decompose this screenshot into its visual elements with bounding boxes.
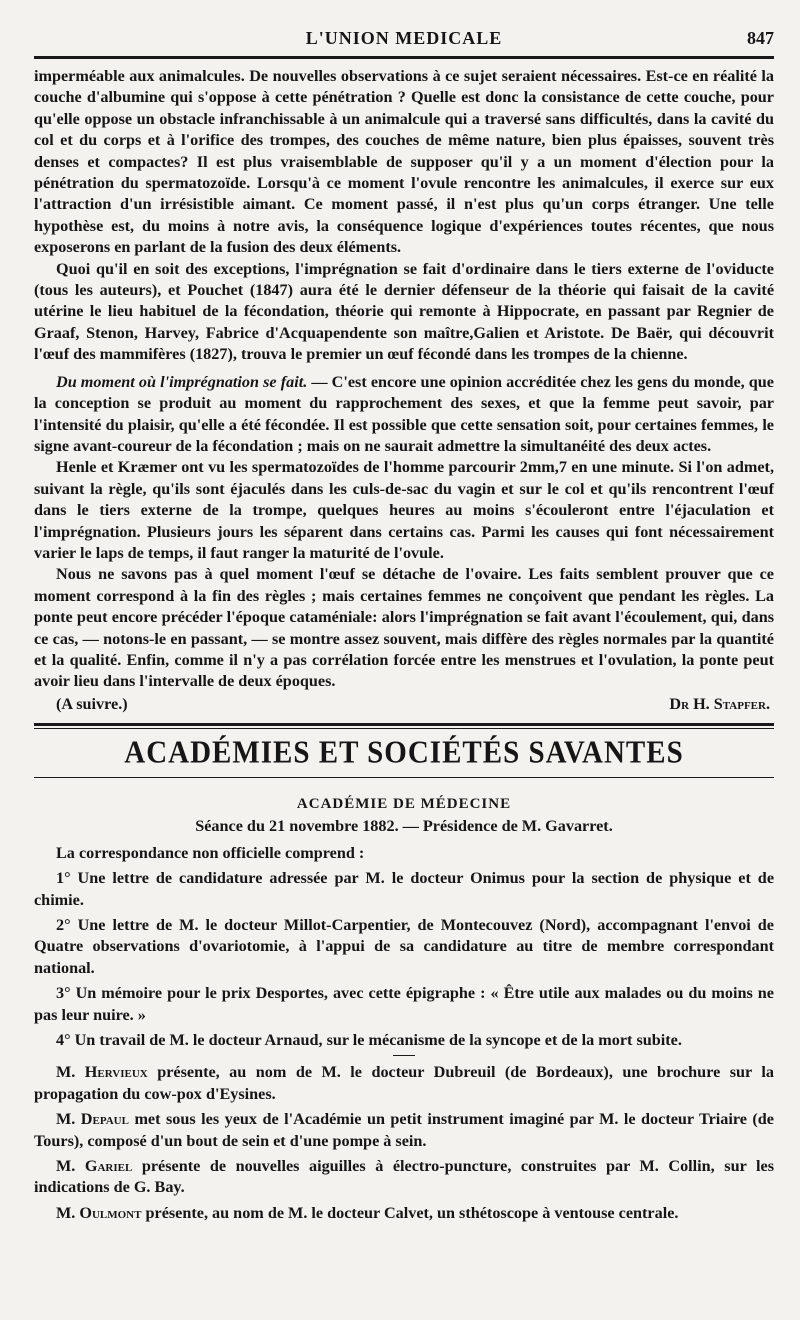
- page-number: 847: [747, 28, 774, 48]
- to-be-continued: (A suivre.): [56, 694, 128, 713]
- subheading-italic: Du moment où l'imprégnation se fait.: [56, 372, 308, 391]
- correspondence-item-3: 3° Un mémoire pour le prix Desportes, avec cette épigraphe : « Être utile aux malades ou du moins ne pas leur nuire. »: [34, 984, 774, 1024]
- article-paragraph-2: Quoi qu'il en soit des exceptions, l'imprégnation se fait d'ordinaire dans le tiers externe de l'oviducte (tous les auteurs), et Pouchet (1847) aura été le dernier défenseur de la théorie qui faisait de la cavité utérine le lieu habituel de la fécondation, théorie qui remonte à Hippocrate, en passant par Regnier de Graaf, Stenon, Harvey, Fabrice d'Acquapendente son maître,Galien et Aristote. De Baër, qui découvrit l'œuf des mammifères (1827), trouva le premier un œuf fécondé dans les trompes de la chienne.: [34, 259, 774, 364]
- section-title: ACADÉMIES ET SOCIÉTÉS SAVANTES: [124, 735, 684, 771]
- page-body: [34, 66, 774, 1224]
- note-text: présente, au nom de M. le docteur Dubreuil (de Bordeaux), une brochure sur la propagation du cow-pox d'Eysines.: [34, 1063, 775, 1103]
- journal-title: L'UNION MEDICALE: [305, 28, 503, 48]
- article-paragraph-4: Henle et Kræmer ont vu les spermatozoïdes de l'homme parcourir 2mm,7 en une minute. Si l'on admet, suivant la règle, qu'ils sont éjaculés dans les culs-de-sac du vagin et sur le col et qu'ils rencontrent l'œuf dans le tiers externe de la trompe, quelques heures au moins s'écouleront entre l'éjaculation et l'imprégnation. Plusieurs jours les séparent dans certains cas. Parmi les causes qui font nécessairement varier le laps de temps, il faut ranger la maturité de l'ovule.: [34, 458, 774, 562]
- note-name: M. Oulmont: [56, 1203, 142, 1222]
- note-name: M. Depaul: [56, 1110, 129, 1129]
- running-header: [34, 26, 774, 59]
- note-hervieux: [34, 1062, 774, 1105]
- note-gariel: [34, 1156, 774, 1199]
- note-depaul: [34, 1109, 774, 1152]
- correspondence-intro: La correspondance non officielle comprend :: [56, 843, 365, 862]
- note-text: présente de nouvelles aiguilles à électro-puncture, construites par M. Collin, sur les indications de G. Bay.: [34, 1157, 774, 1197]
- author-signature: Dr H. Stapfer.: [669, 694, 770, 713]
- correspondence-item-1: 1° Une lettre de candidature adressée par M. le docteur Onimus pour la section de physique et de chimie.: [34, 869, 774, 909]
- session-line: Séance du 21 novembre 1882. — Présidence de M. Gavarret.: [195, 816, 613, 835]
- note-oulmont: [34, 1203, 774, 1224]
- academy-subheading: ACADÉMIE DE MÉDECINE: [296, 795, 512, 812]
- note-text: présente, au nom de M. le docteur Calvet, un sthétoscope à ventouse centrale.: [141, 1203, 679, 1222]
- short-separator: [393, 1055, 415, 1056]
- note-text: met sous les yeux de l'Académie un petit instrument imaginé par M. le docteur Triaire (de Tours), composé d'un bout de sein et d'une pompe à sein.: [34, 1110, 774, 1150]
- correspondence-item-4: 4° Un travail de M. le docteur Arnaud, sur le mécanisme de la syncope et de la mort subite.: [56, 1031, 682, 1050]
- note-name: M. Gariel: [56, 1157, 133, 1176]
- correspondence-item-2: 2° Une lettre de M. le docteur Millot-Carpentier, de Montecouvez (Nord), accompagnant l'envoi de Quatre observations d'ovariotomie, à l'appui de sa candidature au titre de membre correspondant national.: [34, 916, 774, 977]
- note-name: M. Hervieux: [56, 1063, 148, 1082]
- article-paragraph-1: imperméable aux animalcules. De nouvelles observations à ce sujet seraient nécessaires. Est-ce en réalité la couche d'albumine qui s'oppose à cette pénétration ? Quelle est donc la consistance de cette couche, pour qu'elle oppose un obstacle infranchissable à un animalcule qui a traversé sans difficultés, dans la cavité du col et du corps et à l'orifice des trompes, des couches de même nature, bien plus épaisses, souvent très denses et compactes? Il est plus vraisemblable de supposer qu'il y a un moment d'élection pour la pénétration du spermatozoïde. Lorsqu'à ce moment l'ovule rencontre les animalcules, il exerce sur eux l'attraction d'un irrésistible aimant. Ce moment passé, il n'est plus qu'un corps étranger. Une telle hypothèse est, du moins à notre avis, la conséquence logique d'expériences toutes récentes, que nous exposerons en parlant de la fusion des deux éléments.: [34, 67, 774, 257]
- section-divider: [34, 723, 774, 729]
- section-title-rule: [34, 777, 774, 778]
- article-paragraph-3: [34, 372, 774, 458]
- article-paragraph-5: Nous ne savons pas à quel moment l'œuf se détache de l'ovaire. Les faits semblent prouver que ce moment correspond à la fin des règles ; mais certaines femmes ne conçoivent que pendant les règles. La ponte peut encore précéder l'époque cataméniale: alors l'imprégnation se fait avant l'écoulement, qui, dans ce cas, — notons-le en passant, — se montre assez souvent, mais diffère des règles normales par la quantité et la qualité. Enfin, comme il n'y a pas corrélation forcée entre les menstrues et l'ovulation, la ponte peut avoir lieu dans l'intervalle de deux époques.: [34, 565, 774, 691]
- paragraph-3-text: — C'est encore une opinion accréditée chez les gens du monde, que la conception se produit au moment du rapprochement des sexes, et que la femme peut savoir, par l'intensité du plaisir, qu'elle a été fécondée. Il est possible que cette sensation soit, pour certaines femmes, le signe avant-coureur de la fécondation ; mais on ne saurait admettre la simultanéité des deux actes.: [34, 372, 774, 455]
- article-footer: [34, 694, 774, 715]
